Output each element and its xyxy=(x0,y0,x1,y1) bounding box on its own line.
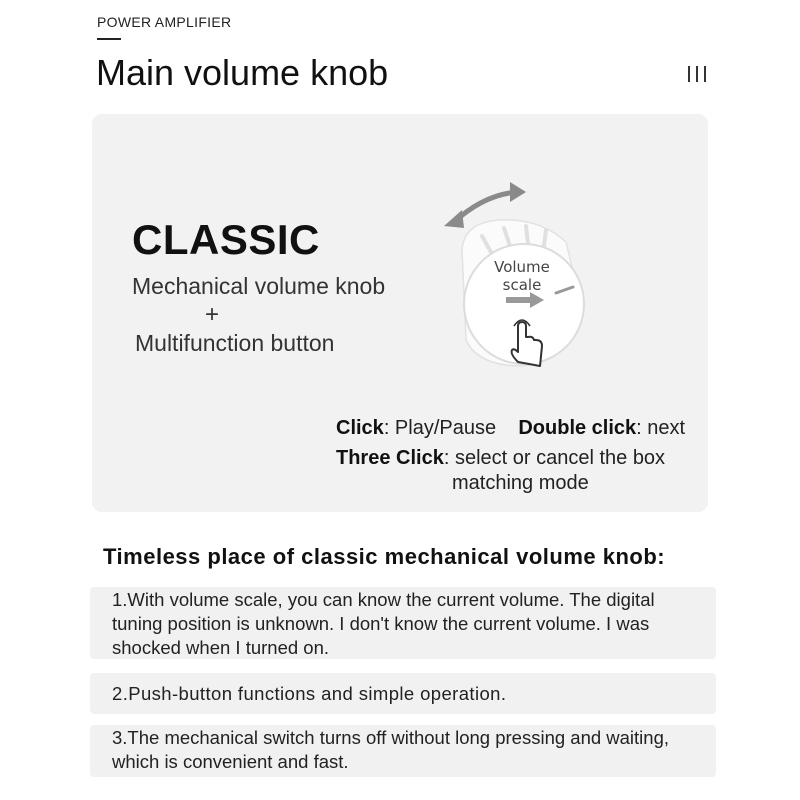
panel-heading: CLASSIC xyxy=(132,216,320,263)
feature-text-line: shocked when I turned on. xyxy=(112,637,330,658)
double-click-value: : next xyxy=(636,417,686,439)
panel-plus: + xyxy=(205,301,220,328)
menu-bar xyxy=(688,66,690,82)
knob-label-scale: scale xyxy=(502,276,542,294)
page-title: Main volume knob xyxy=(96,52,389,93)
click-value: : Play/Pause xyxy=(383,417,497,439)
feature-item-1 xyxy=(90,587,716,659)
knob-label-volume: Volume xyxy=(494,258,550,276)
click-instructions-row1 xyxy=(336,417,685,440)
three-click-value: : select or cancel the box xyxy=(443,447,666,469)
category-underline xyxy=(97,38,121,40)
feature-text-line: tuning position is unknown. I don't know the current volume. I was xyxy=(112,613,650,634)
three-click-value-continued: matching mode xyxy=(452,472,589,494)
feature-text-line: 2.Push-button functions and simple operation. xyxy=(112,682,507,704)
panel-line-multifunction: Multifunction button xyxy=(135,330,335,356)
section-subtitle: Timeless place of classic mechanical volume knob: xyxy=(103,544,666,569)
click-instructions-row2 xyxy=(336,447,665,470)
feature-item-3 xyxy=(90,725,716,777)
click-label: Click xyxy=(336,417,384,439)
volume-knob-illustration xyxy=(440,180,600,380)
feature-text-line: 1.With volume scale, you can know the current volume. The digital xyxy=(112,589,655,610)
menu-bar xyxy=(704,66,706,82)
feature-item-2 xyxy=(90,673,716,714)
three-click-label: Three Click xyxy=(336,447,444,469)
menu-bar xyxy=(696,66,698,82)
panel-line-mechanical: Mechanical volume knob xyxy=(132,273,386,299)
double-click-label: Double click xyxy=(518,417,637,439)
feature-text-line: which is convenient and fast. xyxy=(112,751,349,772)
category-label: POWER AMPLIFIER xyxy=(97,14,232,30)
feature-text-line: 3.The mechanical switch turns off without long pressing and waiting, xyxy=(112,727,670,748)
hamburger-menu-icon[interactable] xyxy=(688,66,706,84)
